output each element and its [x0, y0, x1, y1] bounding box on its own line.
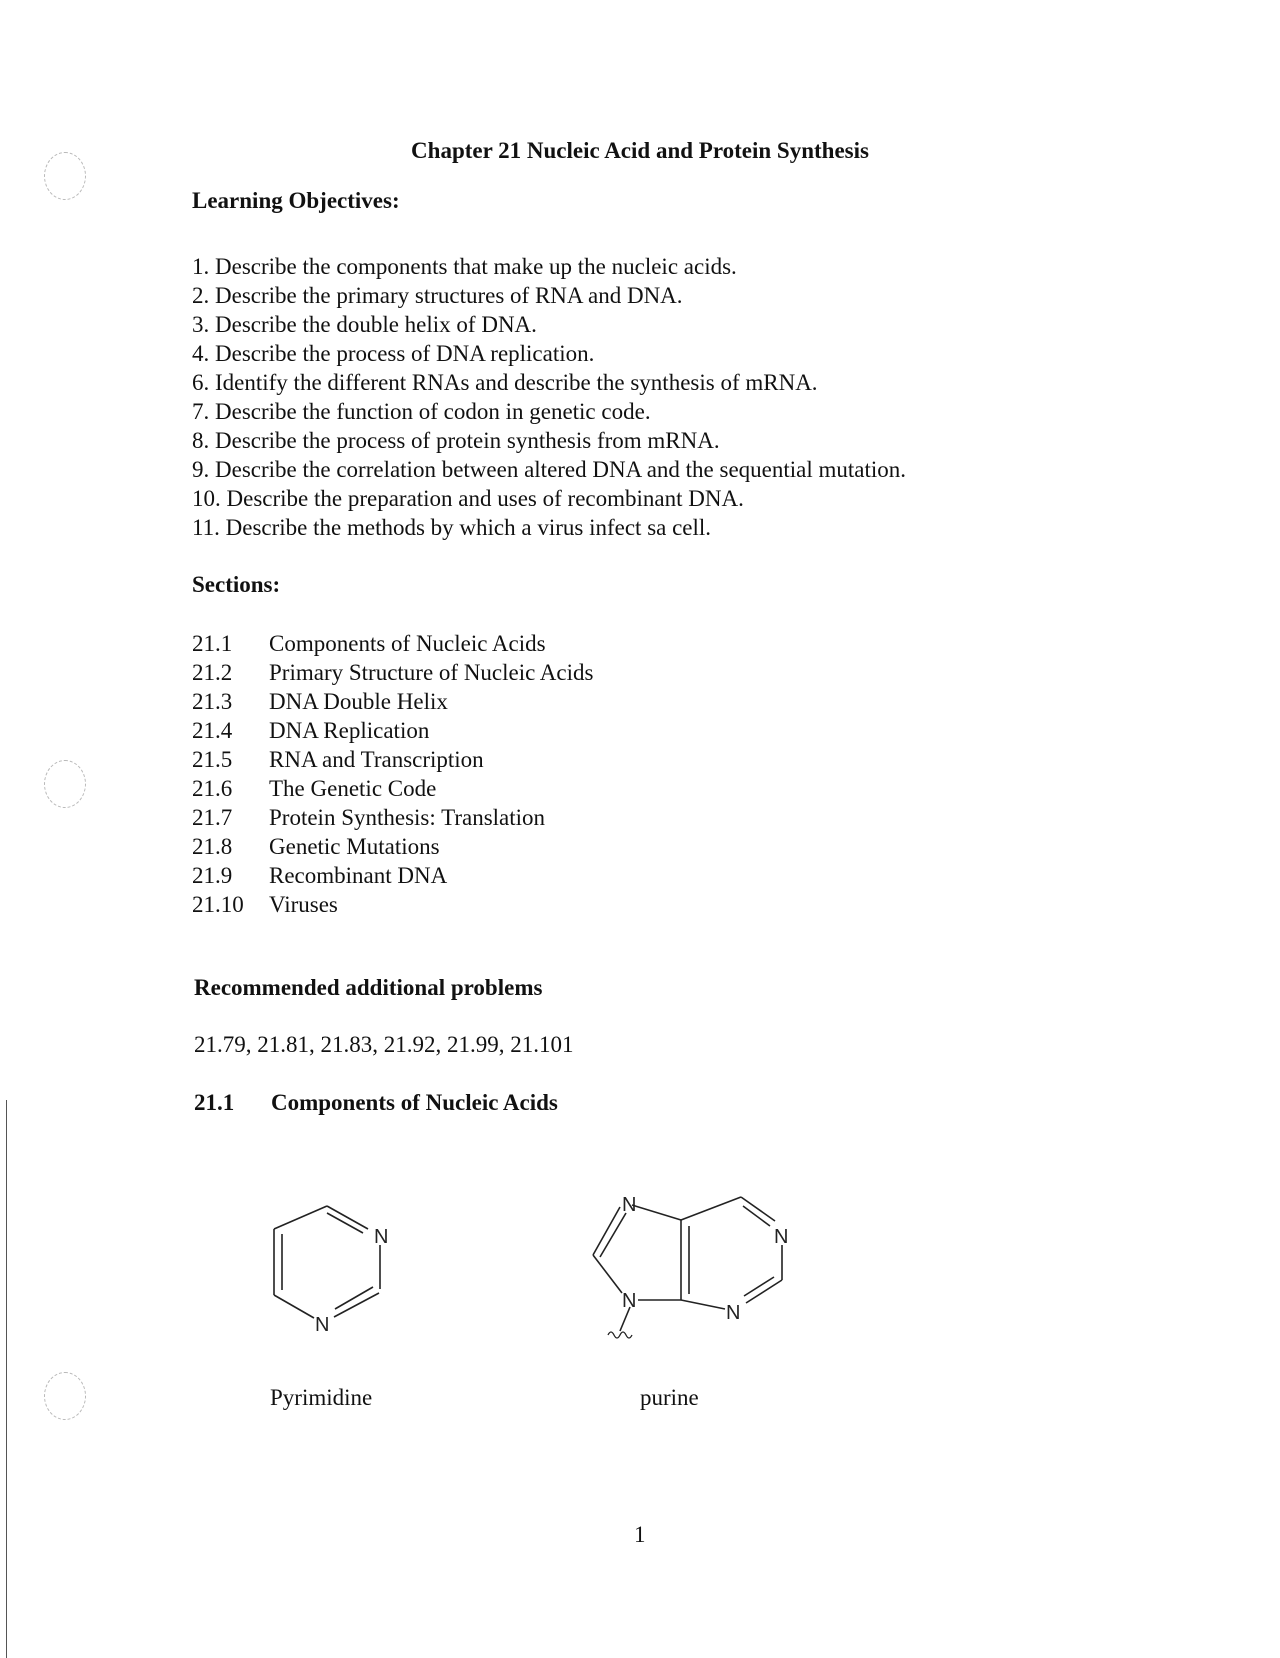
atom-label-n: N [315, 1314, 330, 1336]
section-item [192, 745, 593, 774]
objective-item: 2. Describe the primary structures of RNA and DNA. [192, 283, 683, 308]
scan-edge-line [6, 1100, 7, 1658]
page-number: 1 [634, 1522, 646, 1547]
section-number: 21.4 [192, 718, 233, 743]
subsection-number: 21.1 [194, 1090, 235, 1115]
sections-heading: Sections: [192, 572, 281, 597]
objective-item: 3. Describe the double helix of DNA. [192, 312, 537, 337]
atom-label-n: N [374, 1226, 389, 1248]
objective-item: 1. Describe the components that make up the nucleic acids. [192, 254, 737, 279]
purine-structure [560, 1185, 810, 1345]
sections-list [192, 629, 593, 919]
section-label: Components of Nucleic Acids [269, 631, 546, 656]
objective-item: 7. Describe the function of codon in genetic code. [192, 399, 651, 424]
section-number: 21.9 [192, 863, 233, 888]
objective-item: 10. Describe the preparation and uses of recombinant DNA. [192, 486, 744, 511]
learning-objectives-list [192, 252, 906, 542]
punch-hole-bottom [44, 1372, 86, 1420]
atom-label-n: N [622, 1194, 637, 1216]
subsection-heading [194, 1090, 558, 1116]
recommended-problems-list: 21.79, 21.81, 21.83, 21.92, 21.99, 21.101 [194, 1032, 574, 1057]
section-item [192, 687, 593, 716]
section-label: The Genetic Code [269, 776, 437, 801]
section-number: 21.3 [192, 689, 233, 714]
section-item [192, 803, 593, 832]
atom-label-n: N [622, 1290, 637, 1312]
section-number: 21.6 [192, 776, 233, 801]
section-number: 21.8 [192, 834, 233, 859]
purine-caption: purine [640, 1385, 699, 1410]
section-number: 21.2 [192, 660, 233, 685]
section-label: Genetic Mutations [269, 834, 440, 859]
section-item [192, 716, 593, 745]
section-item [192, 832, 593, 861]
section-label: DNA Replication [269, 718, 430, 743]
punch-hole-middle [44, 760, 86, 808]
objective-item: 11. Describe the methods by which a virus infect sa cell. [192, 515, 712, 540]
objective-item: 4. Describe the process of DNA replication. [192, 341, 595, 366]
section-label: Viruses [269, 892, 338, 917]
section-label: DNA Double Helix [269, 689, 448, 714]
page-title: Chapter 21 Nucleic Acid and Protein Synthesis [411, 138, 869, 163]
recommended-problems-heading: Recommended additional problems [194, 975, 543, 1000]
section-label: Primary Structure of Nucleic Acids [269, 660, 594, 685]
objective-item: 8. Describe the process of protein synthesis from mRNA. [192, 428, 720, 453]
section-label: RNA and Transcription [269, 747, 484, 772]
section-label: Protein Synthesis: Translation [269, 805, 546, 830]
atom-label-n: N [774, 1226, 789, 1248]
section-label: Recombinant DNA [269, 863, 448, 888]
objective-item: 6. Identify the different RNAs and describe the synthesis of mRNA. [192, 370, 818, 395]
atom-label-n: N [726, 1302, 741, 1324]
section-number: 21.1 [192, 631, 233, 656]
section-number: 21.5 [192, 747, 233, 772]
learning-objectives-heading: Learning Objectives: [192, 188, 400, 213]
pyrimidine-caption: Pyrimidine [270, 1385, 373, 1410]
pyrimidine-structure [255, 1185, 395, 1345]
section-item [192, 774, 593, 803]
objective-item: 9. Describe the correlation between altered DNA and the sequential mutation. [192, 457, 907, 482]
section-item [192, 890, 593, 919]
section-item [192, 629, 593, 658]
section-number: 21.10 [192, 892, 244, 917]
section-item [192, 861, 593, 890]
subsection-title: Components of Nucleic Acids [271, 1090, 558, 1115]
section-number: 21.7 [192, 805, 233, 830]
section-item [192, 658, 593, 687]
